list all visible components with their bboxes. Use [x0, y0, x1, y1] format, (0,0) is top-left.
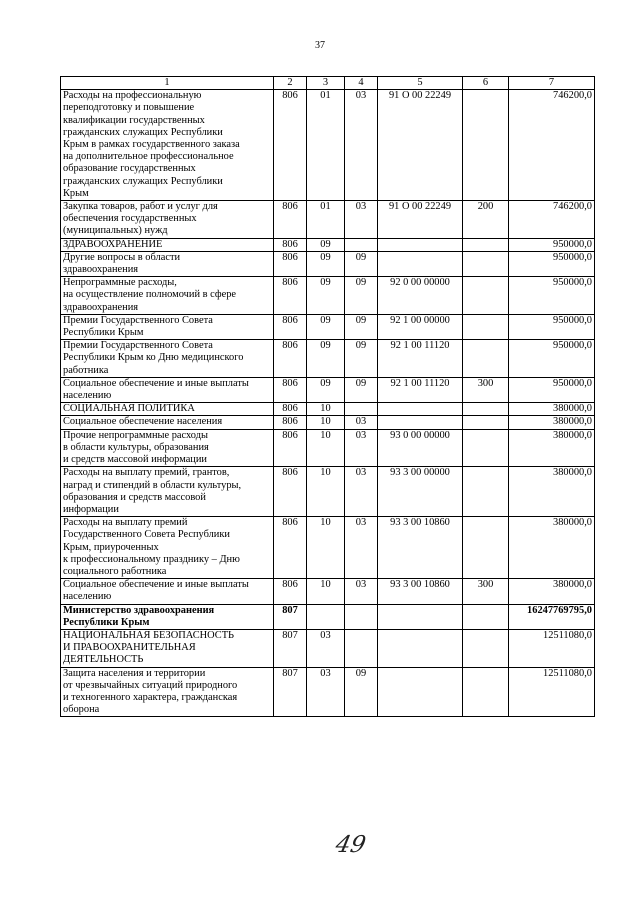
subsection-cell: 03	[345, 517, 378, 579]
admin-code-cell: 806	[274, 403, 307, 416]
target-item-cell	[378, 667, 463, 717]
row-name-cell: Непрограммные расходы, на осуществление полномочий в сфере здравоохранения	[61, 277, 274, 315]
table-row	[61, 629, 595, 667]
header-cell: 1	[61, 77, 274, 90]
section-cell: 10	[307, 467, 345, 517]
amount-cell: 950000,0	[509, 238, 595, 251]
row-name-cell: Социальное обеспечение и иные выплаты населению	[61, 377, 274, 402]
row-name-cell: ЗДРАВООХРАНЕНИЕ	[61, 238, 274, 251]
admin-code-cell: 807	[274, 667, 307, 717]
section-cell: 09	[307, 340, 345, 378]
row-name-cell: Расходы на выплату премий Государственного Совета Республики Крым, приуроченных к профессиональному празднику – Дню социального работника	[61, 517, 274, 579]
subsection-cell: 09	[345, 251, 378, 276]
target-item-cell	[378, 416, 463, 429]
header-cell: 4	[345, 77, 378, 90]
admin-code-cell: 806	[274, 314, 307, 339]
section-cell: 10	[307, 579, 345, 604]
amount-cell: 380000,0	[509, 467, 595, 517]
row-name-cell: Премии Государственного Совета Республики Крым	[61, 314, 274, 339]
target-item-cell	[378, 251, 463, 276]
header-row	[61, 77, 595, 90]
expense-type-cell	[463, 314, 509, 339]
row-name-cell: Премии Государственного Совета Республики Крым ко Дню медицинского работника	[61, 340, 274, 378]
table-row	[61, 90, 595, 201]
header-cell: 5	[378, 77, 463, 90]
subsection-cell: 09	[345, 314, 378, 339]
subsection-cell	[345, 604, 378, 629]
expense-type-cell	[463, 277, 509, 315]
target-item-cell: 93 3 00 10860	[378, 579, 463, 604]
table-row	[61, 579, 595, 604]
table-row	[61, 517, 595, 579]
target-item-cell: 92 0 00 00000	[378, 277, 463, 315]
row-name-cell: Защита населения и территории от чрезвычайных ситуаций природного и техногенного характера, гражданская оборона	[61, 667, 274, 717]
header-cell: 3	[307, 77, 345, 90]
amount-cell: 380000,0	[509, 416, 595, 429]
target-item-cell: 92 1 00 11120	[378, 377, 463, 402]
section-cell: 01	[307, 201, 345, 239]
admin-code-cell: 806	[274, 340, 307, 378]
subsection-cell	[345, 403, 378, 416]
section-cell	[307, 604, 345, 629]
expense-type-cell	[463, 667, 509, 717]
amount-cell: 380000,0	[509, 429, 595, 467]
target-item-cell: 93 3 00 00000	[378, 467, 463, 517]
admin-code-cell: 806	[274, 377, 307, 402]
amount-cell: 380000,0	[509, 579, 595, 604]
table-row	[61, 604, 595, 629]
expense-type-cell	[463, 517, 509, 579]
amount-cell: 950000,0	[509, 340, 595, 378]
section-cell: 03	[307, 667, 345, 717]
table-row	[61, 429, 595, 467]
section-cell: 09	[307, 238, 345, 251]
admin-code-cell: 806	[274, 251, 307, 276]
expense-type-cell	[463, 629, 509, 667]
section-cell: 01	[307, 90, 345, 201]
table-row	[61, 416, 595, 429]
row-name-cell: НАЦИОНАЛЬНАЯ БЕЗОПАСНОСТЬ И ПРАВООХРАНИТЕЛЬНАЯ ДЕЯТЕЛЬНОСТЬ	[61, 629, 274, 667]
target-item-cell	[378, 604, 463, 629]
subsection-cell: 03	[345, 467, 378, 517]
expense-type-cell	[463, 403, 509, 416]
table-row	[61, 201, 595, 239]
header-cell: 2	[274, 77, 307, 90]
amount-cell: 16247769795,0	[509, 604, 595, 629]
expense-type-cell	[463, 604, 509, 629]
expense-type-cell	[463, 416, 509, 429]
subsection-cell: 03	[345, 90, 378, 201]
table-row	[61, 340, 595, 378]
subsection-cell: 09	[345, 277, 378, 315]
section-cell: 09	[307, 314, 345, 339]
admin-code-cell: 807	[274, 604, 307, 629]
admin-code-cell: 806	[274, 429, 307, 467]
target-item-cell: 91 О 00 22249	[378, 90, 463, 201]
table-row	[61, 314, 595, 339]
row-name-cell: Социальное обеспечение и иные выплаты населению	[61, 579, 274, 604]
row-name-cell: Министерство здравоохранения Республики Крым	[61, 604, 274, 629]
amount-cell: 12511080,0	[509, 667, 595, 717]
amount-cell: 950000,0	[509, 251, 595, 276]
row-name-cell: Социальное обеспечение населения	[61, 416, 274, 429]
expense-type-cell	[463, 429, 509, 467]
admin-code-cell: 806	[274, 277, 307, 315]
page-number: 37	[315, 40, 325, 51]
expense-type-cell	[463, 238, 509, 251]
expense-type-cell: 300	[463, 579, 509, 604]
subsection-cell: 03	[345, 416, 378, 429]
admin-code-cell: 806	[274, 467, 307, 517]
admin-code-cell: 806	[274, 238, 307, 251]
amount-cell: 12511080,0	[509, 629, 595, 667]
target-item-cell: 93 0 00 00000	[378, 429, 463, 467]
section-cell: 10	[307, 403, 345, 416]
table-row	[61, 667, 595, 717]
target-item-cell: 92 1 00 11120	[378, 340, 463, 378]
row-name-cell: Другие вопросы в области здравоохранения	[61, 251, 274, 276]
subsection-cell	[345, 238, 378, 251]
budget-table	[60, 76, 595, 717]
section-cell: 10	[307, 429, 345, 467]
admin-code-cell: 807	[274, 629, 307, 667]
subsection-cell: 03	[345, 429, 378, 467]
admin-code-cell: 806	[274, 579, 307, 604]
header-cell: 6	[463, 77, 509, 90]
row-name-cell: Закупка товаров, работ и услуг для обеспечения государственных (муниципальных) нужд	[61, 201, 274, 239]
section-cell: 10	[307, 517, 345, 579]
admin-code-cell: 806	[274, 517, 307, 579]
amount-cell: 950000,0	[509, 314, 595, 339]
row-name-cell: СОЦИАЛЬНАЯ ПОЛИТИКА	[61, 403, 274, 416]
section-cell: 03	[307, 629, 345, 667]
table-row	[61, 377, 595, 402]
table-row	[61, 467, 595, 517]
subsection-cell: 09	[345, 667, 378, 717]
table-row	[61, 251, 595, 276]
header-cell: 7	[509, 77, 595, 90]
target-item-cell	[378, 403, 463, 416]
table-row	[61, 277, 595, 315]
handwritten-page-mark: 49	[333, 832, 369, 858]
expense-type-cell: 200	[463, 201, 509, 239]
amount-cell: 950000,0	[509, 377, 595, 402]
section-cell: 10	[307, 416, 345, 429]
target-item-cell: 91 О 00 22249	[378, 201, 463, 239]
subsection-cell: 09	[345, 340, 378, 378]
expense-type-cell	[463, 90, 509, 201]
subsection-cell	[345, 629, 378, 667]
subsection-cell: 03	[345, 579, 378, 604]
table-row	[61, 403, 595, 416]
target-item-cell: 92 1 00 00000	[378, 314, 463, 339]
table-row	[61, 238, 595, 251]
row-name-cell: Расходы на профессиональную переподготовку и повышение квалификации государственных гражданских служащих Республики Крым в рамках государственного заказа на дополнительное профессиональное образование государственных гражданских служащих Республики Крым	[61, 90, 274, 201]
row-name-cell: Прочие непрограммные расходы в области культуры, образования и средств массовой информации	[61, 429, 274, 467]
admin-code-cell: 806	[274, 90, 307, 201]
section-cell: 09	[307, 277, 345, 315]
amount-cell: 380000,0	[509, 403, 595, 416]
admin-code-cell: 806	[274, 416, 307, 429]
section-cell: 09	[307, 377, 345, 402]
expense-type-cell: 300	[463, 377, 509, 402]
row-name-cell: Расходы на выплату премий, грантов, наград и стипендий в области культуры, образования и средств массовой информации	[61, 467, 274, 517]
subsection-cell: 03	[345, 201, 378, 239]
expense-type-cell	[463, 251, 509, 276]
admin-code-cell: 806	[274, 201, 307, 239]
amount-cell: 950000,0	[509, 277, 595, 315]
amount-cell: 746200,0	[509, 90, 595, 201]
amount-cell: 746200,0	[509, 201, 595, 239]
subsection-cell: 09	[345, 377, 378, 402]
amount-cell: 380000,0	[509, 517, 595, 579]
target-item-cell: 93 3 00 10860	[378, 517, 463, 579]
section-cell: 09	[307, 251, 345, 276]
target-item-cell	[378, 629, 463, 667]
expense-type-cell	[463, 467, 509, 517]
target-item-cell	[378, 238, 463, 251]
expense-type-cell	[463, 340, 509, 378]
